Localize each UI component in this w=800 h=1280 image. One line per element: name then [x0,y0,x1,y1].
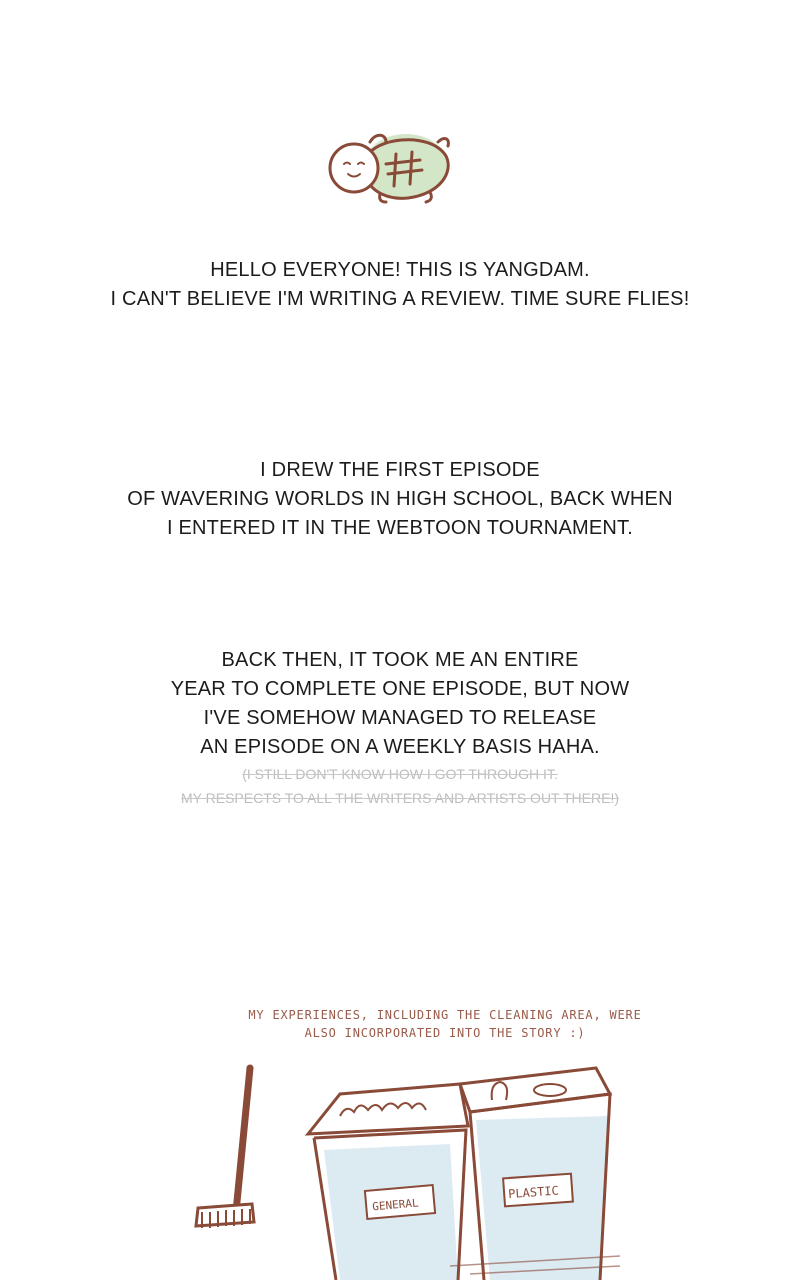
strikethrough-aside [0,762,800,810]
caption-line: ALSO INCORPORATED INTO THE STORY :) [304,1026,586,1040]
broom-icon [180,1062,270,1238]
history-line: I DREW THE FIRST EPISODE [260,459,540,481]
intro-text [0,256,800,314]
progress-text [0,646,800,762]
caption-line: MY EXPERIENCES, INCLUDING THE CLEANING AREA, WERE [248,1008,642,1022]
progress-line: AN EPISODE ON A WEEKLY BASIS HAHA. [200,736,600,758]
intro-line: HELLO EVERYONE! THIS IS YANGDAM. [210,259,590,281]
intro-line: I CAN'T BELIEVE I'M WRITING A REVIEW. TIME SURE FLIES! [110,288,690,310]
history-line: I ENTERED IT IN THE WEBTOON TOURNAMENT. [166,517,633,539]
trash-bin-icon [300,1060,620,1280]
history-text [0,456,800,543]
aside-line: MY RESPECTS TO ALL THE WRITERS AND ARTISTS OUT THERE!) [181,790,619,806]
progress-line: YEAR TO COMPLETE ONE EPISODE, BUT NOW [170,678,630,700]
history-line: OF WAVERING WORLDS IN HIGH SCHOOL, BACK WHEN [127,488,673,510]
aside-line: (I STILL DON'T KNOW HOW I GOT THROUGH IT. [242,766,558,782]
illustration-caption [230,1006,660,1042]
bin-plastic-label: PLASTIC [507,1183,560,1202]
progress-line: BACK THEN, IT TOOK ME AN ENTIRE [221,649,579,671]
bin-general-label: GENERAL [371,1196,420,1214]
turtle-mascot-icon [320,120,460,210]
progress-line: I'VE SOMEHOW MANAGED TO RELEASE [203,707,597,729]
